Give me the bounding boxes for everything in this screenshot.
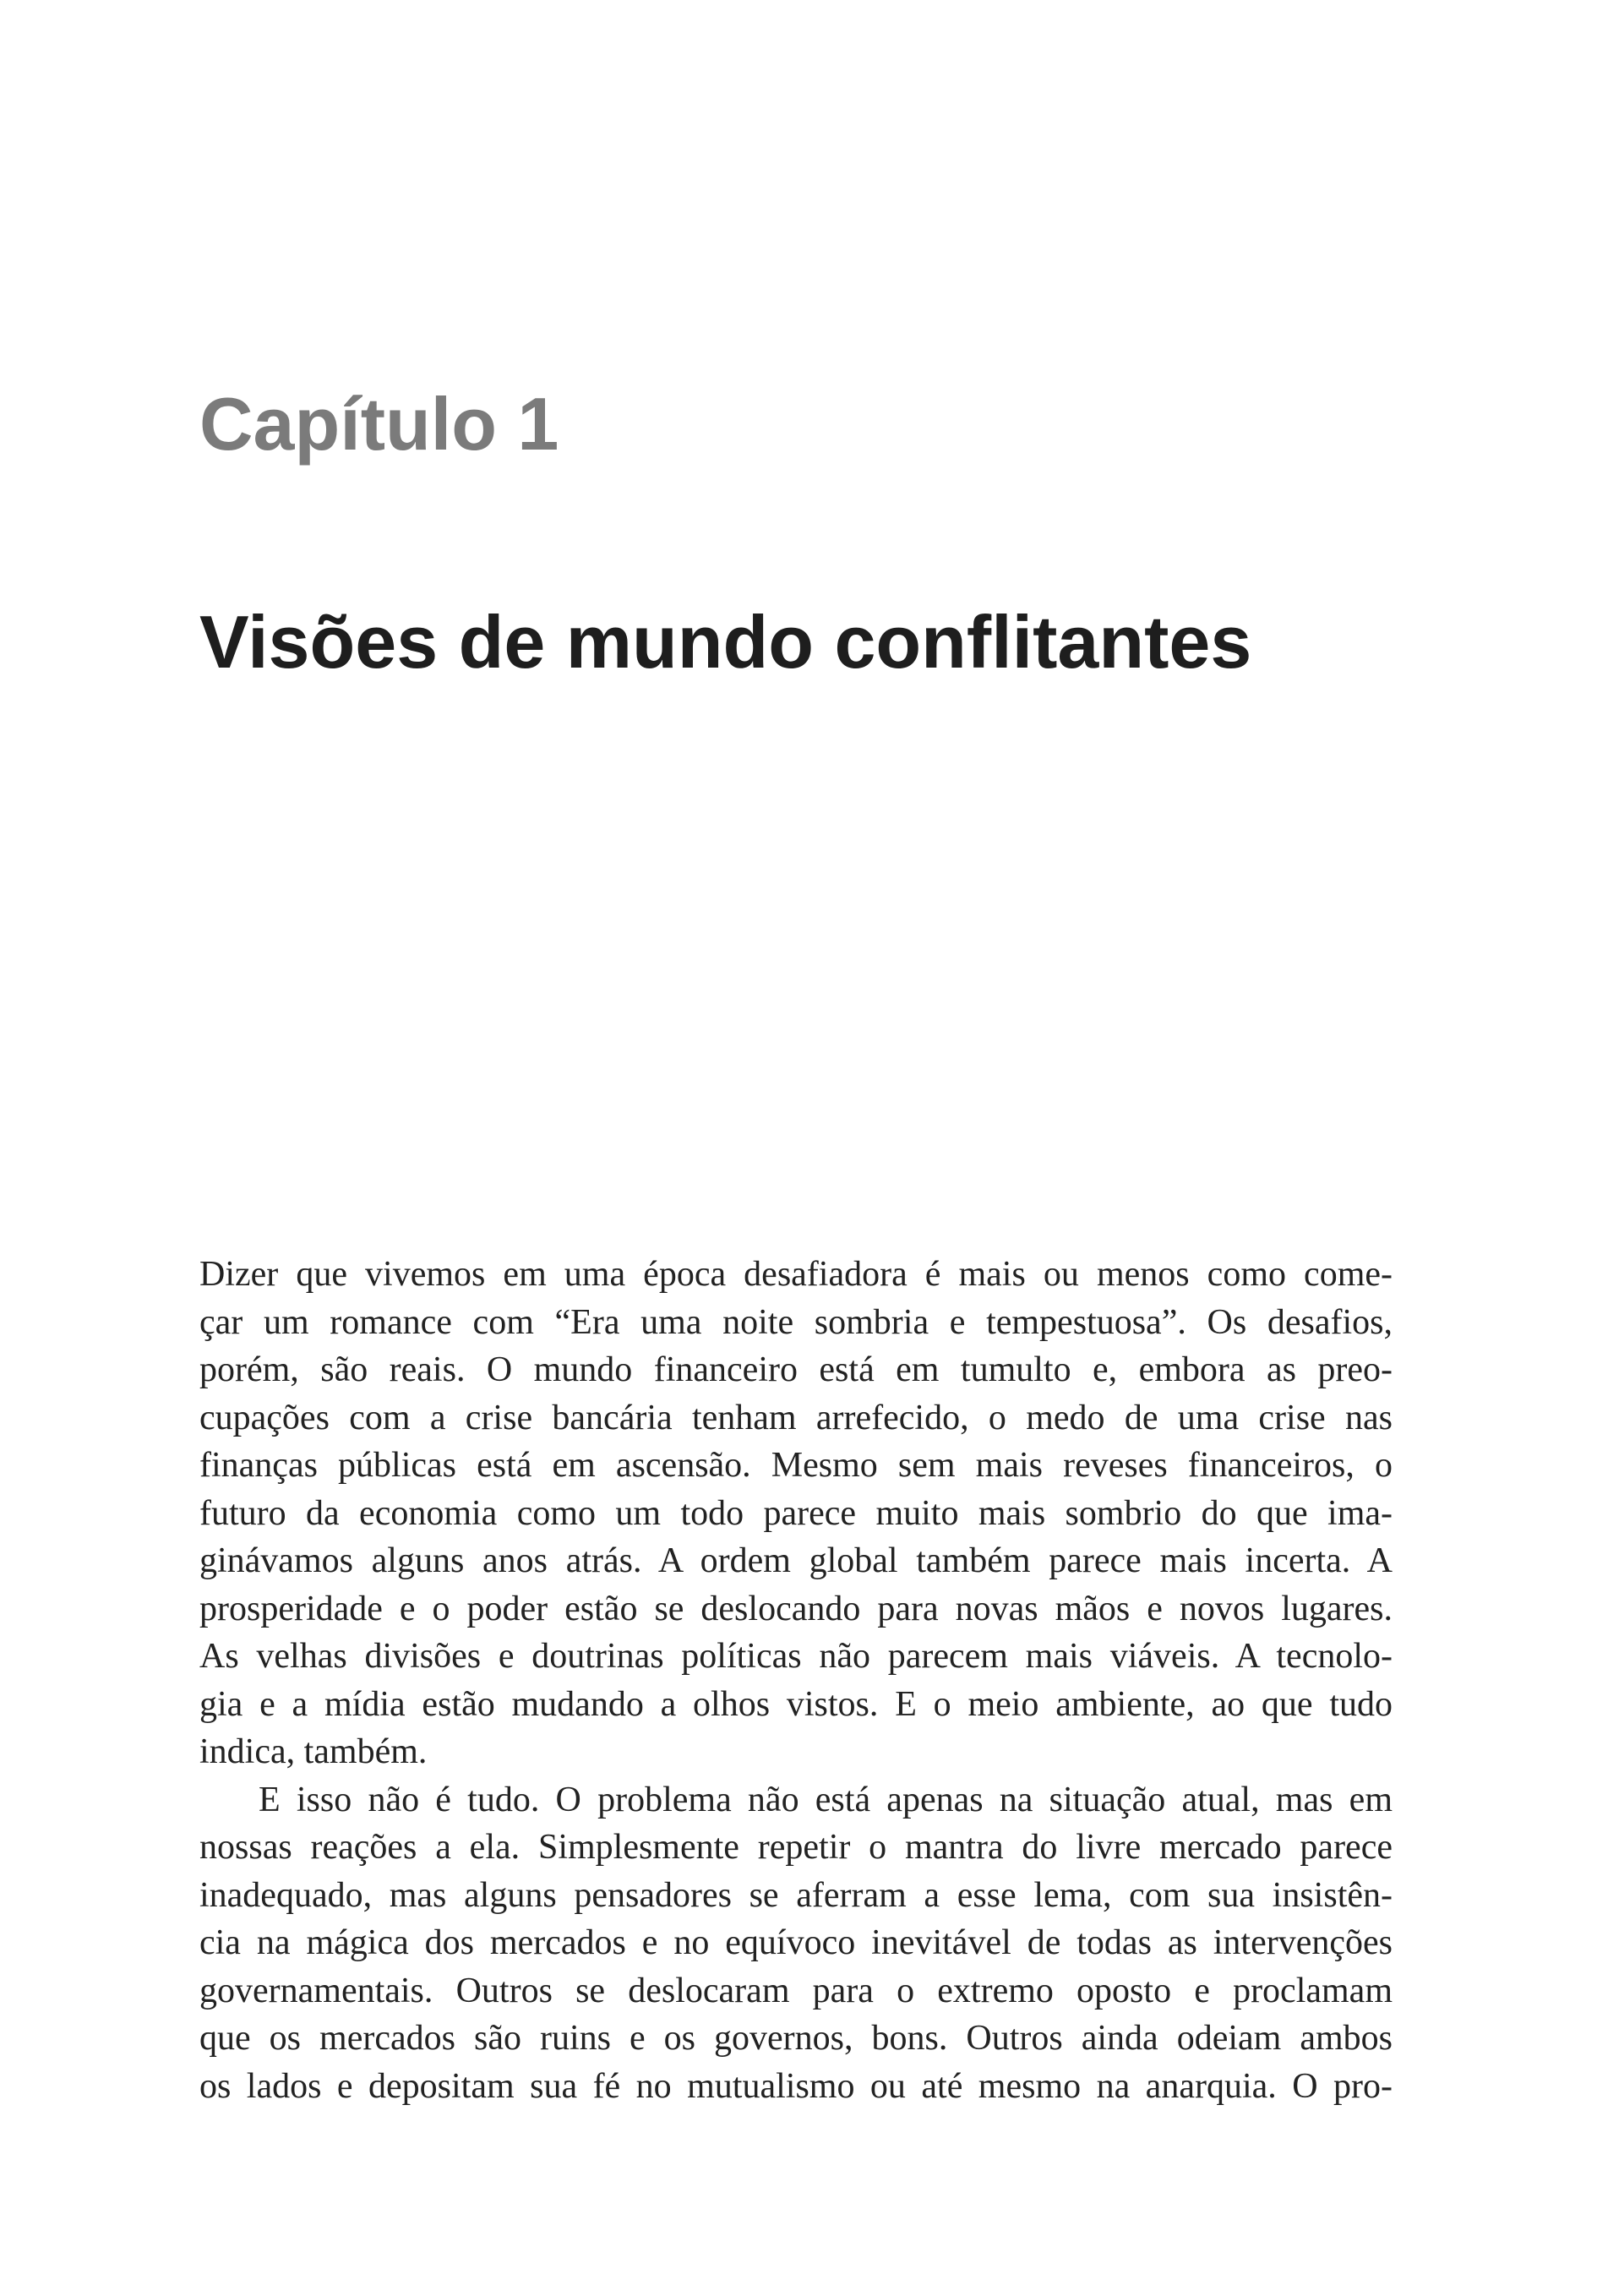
text-line: governamentais. Outros se deslocaram para o extremo oposto e proclamam (199, 1971, 1393, 2010)
paragraph-2 (199, 1776, 1393, 2111)
chapter-title: Visões de mundo conflitantes (199, 600, 1252, 684)
text-line: E isso não é tudo. O problema não está apenas na situação atual, mas em (259, 1780, 1393, 1819)
text-line: que os mercados são ruins e os governos, bons. Outros ainda odeiam ambos (199, 2019, 1393, 2058)
text-line: ginávamos alguns anos atrás. A ordem global também parece mais incerta. A (199, 1541, 1393, 1580)
text-line: cupações com a crise bancária tenham arrefecido, o medo de uma crise nas (199, 1398, 1393, 1437)
text-line: finanças públicas está em ascensão. Mesmo sem mais reveses financeiros, o (199, 1446, 1393, 1485)
text-line: inadequado, mas alguns pensadores se aferram a esse lema, com sua insistên- (199, 1875, 1393, 1915)
text-line: futuro da economia como um todo parece muito mais sombrio do que ima- (199, 1493, 1393, 1533)
chapter-label: Capítulo 1 (199, 382, 559, 466)
text-line: os lados e depositam sua fé no mutualismo ou até mesmo na anarquia. O pro- (199, 2066, 1393, 2106)
text-line: indica, também. (199, 1732, 428, 1771)
text-line: çar um romance com “Era uma noite sombria e tempestuosa”. Os desafios, (199, 1302, 1393, 1342)
text-line: gia e a mídia estão mudando a olhos vistos. E o meio ambiente, ao que tudo (199, 1684, 1393, 1724)
text-line: As velhas divisões e doutrinas políticas não parecem mais viáveis. A tecnolo- (199, 1637, 1393, 1676)
text-line: Dizer que vivemos em uma época desafiadora é mais ou menos como come- (199, 1255, 1393, 1294)
text-line: prosperidade e o poder estão se deslocando para novas mãos e novos lugares. (199, 1589, 1393, 1628)
text-line: porém, são reais. O mundo financeiro está em tumulto e, embora as preo- (199, 1350, 1393, 1389)
text-line: nossas reações a ela. Simplesmente repetir o mantra do livre mercado parece (199, 1828, 1393, 1867)
body-text (199, 1251, 1393, 2110)
text-line: cia na mágica dos mercados e no equívoco inevitável de todas as intervenções (199, 1923, 1393, 1962)
paragraph-1 (199, 1251, 1393, 1776)
